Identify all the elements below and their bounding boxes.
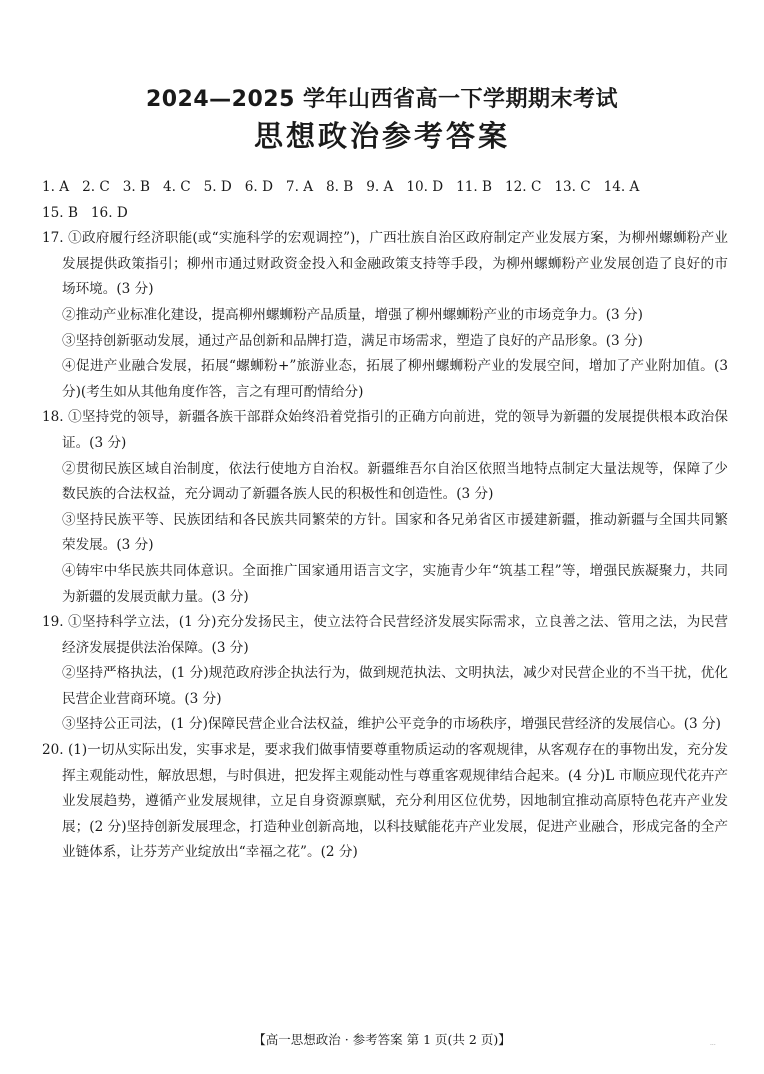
answer-content xyxy=(42,175,728,866)
q19-point-3: ③坚持公正司法，(1 分)保障民营企业合法权益，维护公平竞争的市场秩序，增强民营经济的发展信心。(3 分) xyxy=(62,716,721,733)
q18-point-1: 18. ①坚持党的领导，新疆各族干部群众始终沿着党指引的正确方向前进，党的领导为新疆的发展提供根本政治保证。(3 分) xyxy=(42,409,728,451)
choice-answers-line-1: 1. A 2. C 3. B 4. C 5. D 6. D 7. A 8. B 9. A 10. D 11. B 12. C 13. C 14. A xyxy=(42,179,640,195)
q18-point-2: ②贯彻民族区域自治制度，依法行使地方自治权。新疆维吾尔自治区依照当地特点制定大量法规等，保障了少数民族的合法权益，充分调动了新疆各族人民的积极性和创造性。(3 分) xyxy=(62,460,728,503)
q17-point-4: ④促进产业融合发展，拓展“螺蛳粉+”旅游业态，拓展了柳州螺蛳粉产业的发展空间，增加了产业附加值。(3 分)(考生如从其他角度作答，言之有理可酌情给分) xyxy=(62,358,728,400)
q19-point-2: ②坚持严格执法，(1 分)规范政府涉企执法行为，做到规范执法、文明执法，减少对民营企业的不当干扰，优化民营企业营商环境。(3 分) xyxy=(62,665,728,707)
q19-point-1: 19. ①坚持科学立法，(1 分)充分发扬民主，使立法符合民营经济发展实际需求，立良善之法、管用之法，为民营经济发展提供法治保障。(3 分) xyxy=(42,614,728,656)
q17-point-2: ②推动产业标准化建设，提高柳州螺蛳粉产品质量，增强了柳州螺蛳粉产业的市场竞争力。(3 分) xyxy=(62,306,643,323)
corner-mark: ... xyxy=(710,1040,716,1047)
page-subtitle: 思想政治参考答案 xyxy=(253,119,510,153)
choice-answers-line-2: 15. B 16. D xyxy=(42,204,128,221)
page-title: 2024—2025 学年山西省高一下学期期末考试 xyxy=(145,87,619,112)
q20-part-1: 20. (1)一切从实际出发，实事求是，要求我们做事情要尊重物质运动的客观规律，从客观存在的事物出发，充分发挥主观能动性，解放思想，与时俱进，把发挥主观能动性与尊重客观规律结合起来。(4 分)L 市顺应现代花卉产业发展趋势，遵循产业发展规律，立足自身资源禀赋，充分利用区位优势，因地制宜推动高原特色花卉产业发展；(2 分)坚持创新发展理念，打造种业创新高地，以科技赋能花卉产业发展，促进产业融合，形成完备的全产业链体系，让芬芳产业绽放出“幸福之花”。(2 分) xyxy=(42,742,728,861)
page-footer: 【高一思想政治 · 参考答案 第 1 页(共 2 页)】 xyxy=(253,1032,511,1047)
q17-point-3: ③坚持创新驱动发展，通过产品创新和品牌打造，满足市场需求，塑造了良好的产品形象。(3 分) xyxy=(62,332,643,349)
q17-point-1: 17. ①政府履行经济职能(或“实施科学的宏观调控”)，广西壮族自治区政府制定产业发展方案，为柳州螺蛳粉产业发展提供政策指引；柳州市通过财政资金投入和金融政策支持等手段，为柳州螺蛳粉产业发展创造了良好的市场环境。(3 分) xyxy=(42,230,728,298)
q18-point-4: ④铸牢中华民族共同体意识。全面推广国家通用语言文字，实施青少年“筑基工程”等，增强民族凝聚力，共同为新疆的发展贡献力量。(3 分) xyxy=(62,562,728,605)
q18-point-3: ③坚持民族平等、民族团结和各民族共同繁荣的方针。国家和各兄弟省区市援建新疆，推动新疆与全国共同繁荣发展。(3 分) xyxy=(62,511,728,554)
